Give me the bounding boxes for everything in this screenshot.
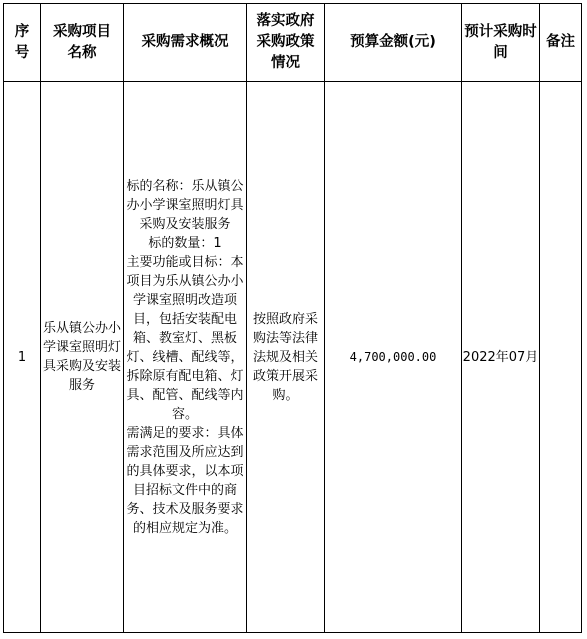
cell-time: 2022年07月 bbox=[462, 82, 540, 633]
header-index: 序号 bbox=[4, 4, 41, 82]
requirement-item: 标的数量：1 bbox=[148, 235, 222, 251]
header-policy: 落实政府采购政策情况 bbox=[247, 4, 325, 82]
cell-project-name: 乐从镇公办小学课室照明灯具采购及安装服务 bbox=[41, 82, 124, 633]
cell-policy: 按照政府采购法等法律法规及相关政策开展采购。 bbox=[247, 82, 325, 633]
header-time: 预计采购时间 bbox=[462, 4, 540, 82]
cell-budget: 4,700,000.00 bbox=[325, 82, 462, 633]
cell-requirements bbox=[124, 82, 247, 633]
header-requirements: 采购需求概况 bbox=[124, 4, 247, 82]
requirement-item: 需满足的要求：具体需求范围及所应达到的具体要求，以本项目招标文件中的商务、技术及服务要求的相应规定为准。 bbox=[126, 425, 244, 536]
header-budget: 预算金额(元) bbox=[325, 4, 462, 82]
table-row bbox=[4, 82, 582, 633]
header-remark: 备注 bbox=[540, 4, 582, 82]
requirement-item: 标的名称：乐从镇公办小学课室照明灯具采购及安装服务 bbox=[126, 178, 244, 232]
requirement-item: 主要功能或目标：本项目为乐从镇公办小学课室照明改造项目，包括安装配电箱、教室灯、黑板灯、线槽、配线等，拆除原有配电箱、灯具、配管、配线等内容。 bbox=[126, 254, 244, 422]
header-project-name: 采购项目名称 bbox=[41, 4, 124, 82]
cell-index: 1 bbox=[4, 82, 41, 633]
header-row bbox=[4, 4, 582, 82]
cell-remark bbox=[540, 82, 582, 633]
procurement-table bbox=[3, 3, 582, 633]
